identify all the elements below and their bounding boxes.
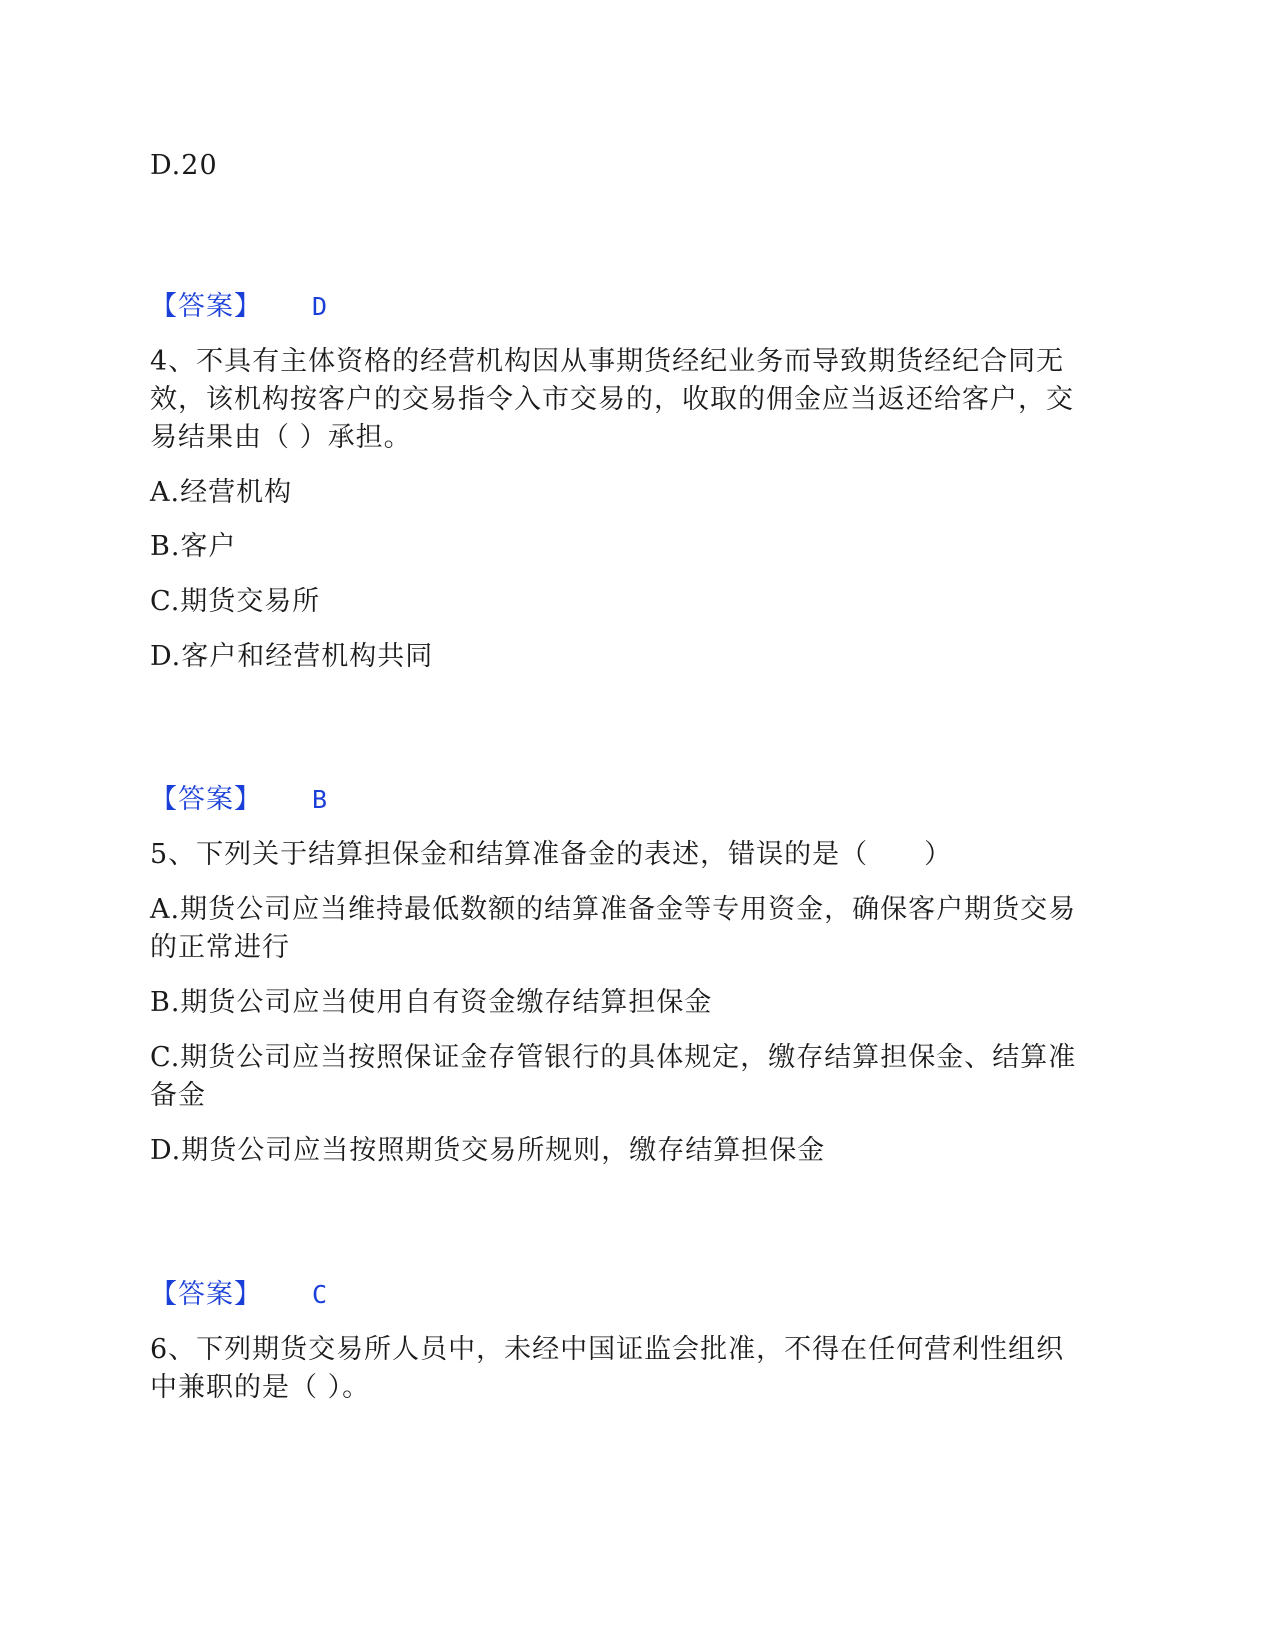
q4-stem-line1: 4、不具有主体资格的经营机构因从事期货经纪业务而导致期货经纪合同无	[150, 346, 1065, 377]
q4-stem-line2: 效，该机构按客户的交易指令入市交易的，收取的佣金应当返还给客户，交	[150, 384, 1074, 415]
q4-option-a: A.经营机构	[150, 477, 293, 508]
q5-option-c-line2: 备金	[150, 1080, 206, 1111]
q5-answer	[150, 1275, 327, 1315]
prev-option-d: D.20	[150, 150, 218, 181]
prev-answer	[150, 287, 327, 327]
answer-tag: 【答案】	[150, 784, 262, 815]
q5-option-d: D.期货公司应当按照期货交易所规则，缴存结算担保金	[150, 1135, 826, 1166]
q4-option-d: D.客户和经营机构共同	[150, 641, 434, 672]
q6-stem-line1: 6、下列期货交易所人员中，未经中国证监会批准，不得在任何营利性组织	[150, 1334, 1065, 1365]
answer-value: D	[312, 292, 328, 321]
q4-option-c: C.期货交易所	[150, 586, 321, 617]
answer-tag: 【答案】	[150, 1279, 262, 1310]
q4-option-b: B.客户	[150, 531, 237, 562]
answer-tag: 【答案】	[150, 291, 262, 322]
q6-stem-line2: 中兼职的是（ ）。	[150, 1372, 371, 1403]
q5-stem: 5、下列关于结算担保金和结算准备金的表述，错误的是（ ）	[150, 839, 953, 870]
q4-stem-line3: 易结果由（ ）承担。	[150, 422, 412, 453]
answer-value: C	[312, 1280, 328, 1309]
q5-option-a-line2: 的正常进行	[150, 932, 290, 963]
answer-value: B	[312, 785, 328, 814]
q5-option-a-line1: A.期货公司应当维持最低数额的结算准备金等专用资金，确保客户期货交易	[150, 894, 1077, 925]
q5-option-b: B.期货公司应当使用自有资金缴存结算担保金	[150, 987, 713, 1018]
q5-option-c-line1: C.期货公司应当按照保证金存管银行的具体规定，缴存结算担保金、结算准	[150, 1042, 1077, 1073]
q4-answer	[150, 780, 327, 820]
